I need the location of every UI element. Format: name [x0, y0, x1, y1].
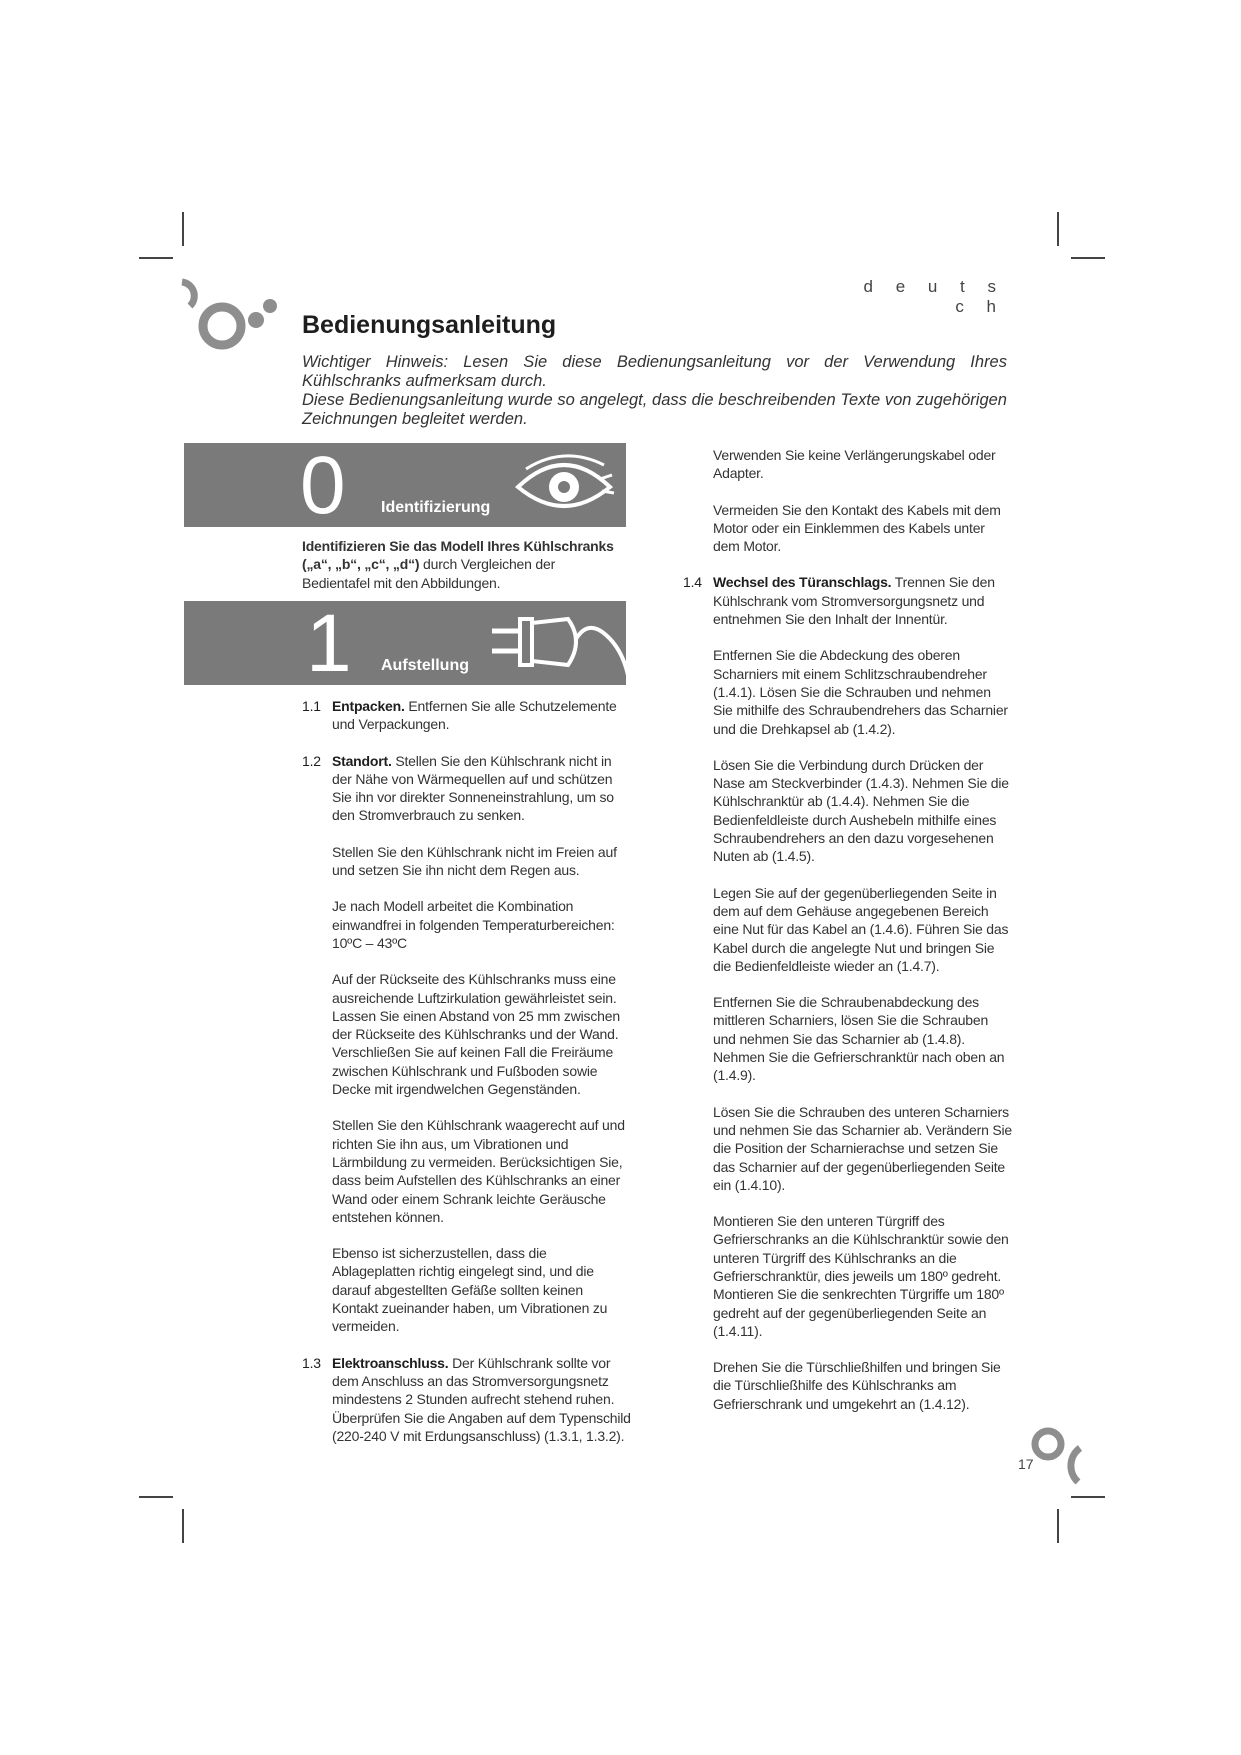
item-paragraph: Je nach Modell arbeitet die Kombination einwandfrei in folgenden Temperaturbereichen: [332, 898, 615, 933]
crop-mark-bottom-right-vertical [1057, 1509, 1059, 1543]
identification-bold: Identifizieren Sie das Modell Ihres Kühlschranks („a“, „b“, „c“, „d“) [302, 538, 614, 573]
intro-note [302, 353, 1007, 429]
left-column [302, 697, 632, 1445]
item-title: Elektroanschluss. [332, 1354, 449, 1371]
section-0-banner [184, 443, 626, 527]
page-number: 17 [1018, 1456, 1034, 1472]
item-1-1 [302, 697, 632, 734]
item-paragraph: Drehen Sie die Türschließhilfen und bringen Sie die Türschließhilfe des Kühlschranks am Gefrierschrank und umgekehrt an (1.4.12). [713, 1359, 1001, 1412]
item-number: 1.1 [302, 698, 321, 714]
item-paragraph: Stellen Sie den Kühlschrank waagerecht auf und richten Sie ihn aus, um Vibrationen und Lärmbildung zu vermeiden. Berücksichtigen Sie, dass beim Aufstellen des Kühlschranks an einer Wand oder einem Schrank leichte Geräusche entstehen können. [332, 1117, 625, 1225]
page-title: Bedienungsanleitung [302, 311, 557, 339]
section-1-banner [184, 601, 626, 685]
crop-mark-top-right-vertical [1057, 212, 1059, 246]
item-number: 1.3 [302, 1354, 321, 1371]
item-1-3 [302, 1354, 632, 1445]
identification-rest: durch Vergleichen der Bedientafel mit den Abbildungen. [302, 556, 556, 591]
item-paragraph: Vermeiden Sie den Kontakt des Kabels mit dem Motor oder ein Einklemmen des Kabels unter dem Motor. [713, 501, 1001, 555]
item-title: Wechsel des Türanschlags. [713, 574, 892, 591]
temperature-range: 10ºC – 43ºC [332, 934, 407, 951]
brand-circles-footer-icon [1030, 1422, 1090, 1484]
item-paragraph: Entfernen Sie die Abdeckung des oberen Scharniers mit einem Schlitzschraubendreher (1.4.1). Lösen Sie die Schrauben und nehmen Sie mithilfe des Schraubendrehers das Scharnier und die Drehkapsel ab (1.4.2). [713, 647, 1008, 737]
item-paragraph: Stellen Sie den Kühlschrank nicht im Freien auf und setzen Sie ihn nicht dem Regen aus. [332, 843, 617, 879]
language-label: d e u t s c h [863, 277, 1005, 316]
section-label: Aufstellung [381, 657, 469, 674]
item-paragraph: Verwenden Sie keine Verlängerungskabel oder Adapter. [713, 447, 996, 482]
item-number: 1.2 [302, 752, 321, 769]
item-title: Standort. [332, 752, 392, 769]
crop-mark-top-left-vertical [182, 212, 184, 246]
item-number: 1.4 [683, 574, 702, 591]
intro-paragraph: Diese Bedienungsanleitung wurde so angelegt, dass die beschreibenden Texte von zugehörigen Zeichnungen begleitet werden. [302, 391, 1007, 428]
plug-icon [488, 615, 626, 675]
crop-mark-top-left-horizontal [139, 257, 173, 259]
eye-icon [512, 451, 616, 517]
crop-mark-top-right-horizontal [1071, 257, 1105, 259]
item-text: Stellen Sie den Kühlschrank nicht in der Nähe von Wärmequellen auf und schützen Sie ihn vor direkter Sonneneinstrahlung, um so den Stromverbrauch zu senken. [332, 752, 614, 824]
item-title: Entpacken. [332, 698, 405, 714]
item-text: Entfernen Sie alle Schutzelemente und Verpackungen. [332, 698, 617, 733]
section-label: Identifizierung [381, 499, 491, 516]
crop-mark-bottom-left-horizontal [139, 1496, 173, 1498]
item-paragraph: Lösen Sie die Verbindung durch Drücken der Nase am Steckverbinder (1.4.3). Nehmen Sie die Kühlschranktür ab (1.4.4). Nehmen Sie die Bedienfeldleiste durch Aushebeln mithilfe eines Schraubendrehers an den dazu vorgesehenen Nuten ab (1.4.5). [713, 756, 1009, 865]
section-number: 1 [306, 601, 352, 685]
item-paragraph: Montieren Sie den unteren Türgriff des Gefrierschranks an die Kühlschranktür sowie den unteren Türgriff des Kühlschranks an die Gefrierschranktür, dies jeweils um 180º gedreht. Montieren Sie die senkrechten Türgriffe um 180º gedreht auf der gegenüberliegenden Seite an (1.4.11). [713, 1213, 1009, 1339]
crop-mark-bottom-left-vertical [182, 1509, 184, 1543]
item-paragraph: Auf der Rückseite des Kühlschranks muss eine ausreichende Luftzirkulation gewährleistet sein. Lassen Sie einen Abstand von 25 mm zwischen der Rückseite des Kühlschranks und der Wand. Verschließen Sie auf keinen Fall die Freiräume zwischen Kühlschrank und Fußboden sowie Decke mit irgendwelchen Gegenständen. [332, 971, 620, 1098]
intro-paragraph: Wichtiger Hinweis: Lesen Sie diese Bedienungsanleitung vor der Verwendung Ihres Kühlschranks aufmerksam durch. [302, 353, 1007, 390]
item-1-4 [683, 573, 1013, 1413]
crop-mark-bottom-right-horizontal [1071, 1496, 1105, 1498]
item-paragraph: Ebenso ist sicherzustellen, dass die Ablageplatten richtig eingelegt sind, und die darauf abgestellten Gefäße sollten keinen Kontakt zueinander haben, um Vibrationen zu vermeiden. [332, 1245, 608, 1335]
section-number: 0 [300, 443, 346, 527]
brand-circles-icon [178, 276, 288, 356]
item-text: Der Kühlschrank sollte vor dem Anschluss an das Stromversorgungsnetz mindestens 2 Stunden aufrecht stehend ruhen. Überprüfen Sie die Angaben auf dem Typenschild (220-240 V mit Erdungsanschluss) (1.3.1, 1.3.2). [332, 1354, 631, 1444]
item-text: Trennen Sie den Kühlschrank vom Stromversorgungsnetz und entnehmen Sie den Inhalt der Innentür. [713, 574, 995, 628]
item-paragraph: Entfernen Sie die Schraubenabdeckung des mittleren Scharniers, lösen Sie die Schrauben und nehmen Sie das Scharnier ab (1.4.8). Nehmen Sie die Gefrierschranktür nach oben an (1.4.9). [713, 994, 1005, 1084]
identification-text [302, 537, 622, 592]
item-paragraph: Legen Sie auf der gegenüberliegenden Seite in dem auf dem Gehäuse angegebenen Bereich eine Nut für das Kabel an (1.4.6). Führen Sie das Kabel durch die angelegte Nut und bringen Sie die Bedienfeldleiste wieder an (1.4.7). [713, 884, 1009, 974]
item-paragraph: Lösen Sie die Schrauben des unteren Scharniers und nehmen Sie das Scharnier ab. Verändern Sie die Position der Scharnierachse und setzen Sie das Scharnier auf der gegenüberliegenden Seite ein (1.4.10). [713, 1103, 1013, 1193]
item-1-2 [302, 752, 632, 1336]
right-column [683, 446, 1013, 1413]
